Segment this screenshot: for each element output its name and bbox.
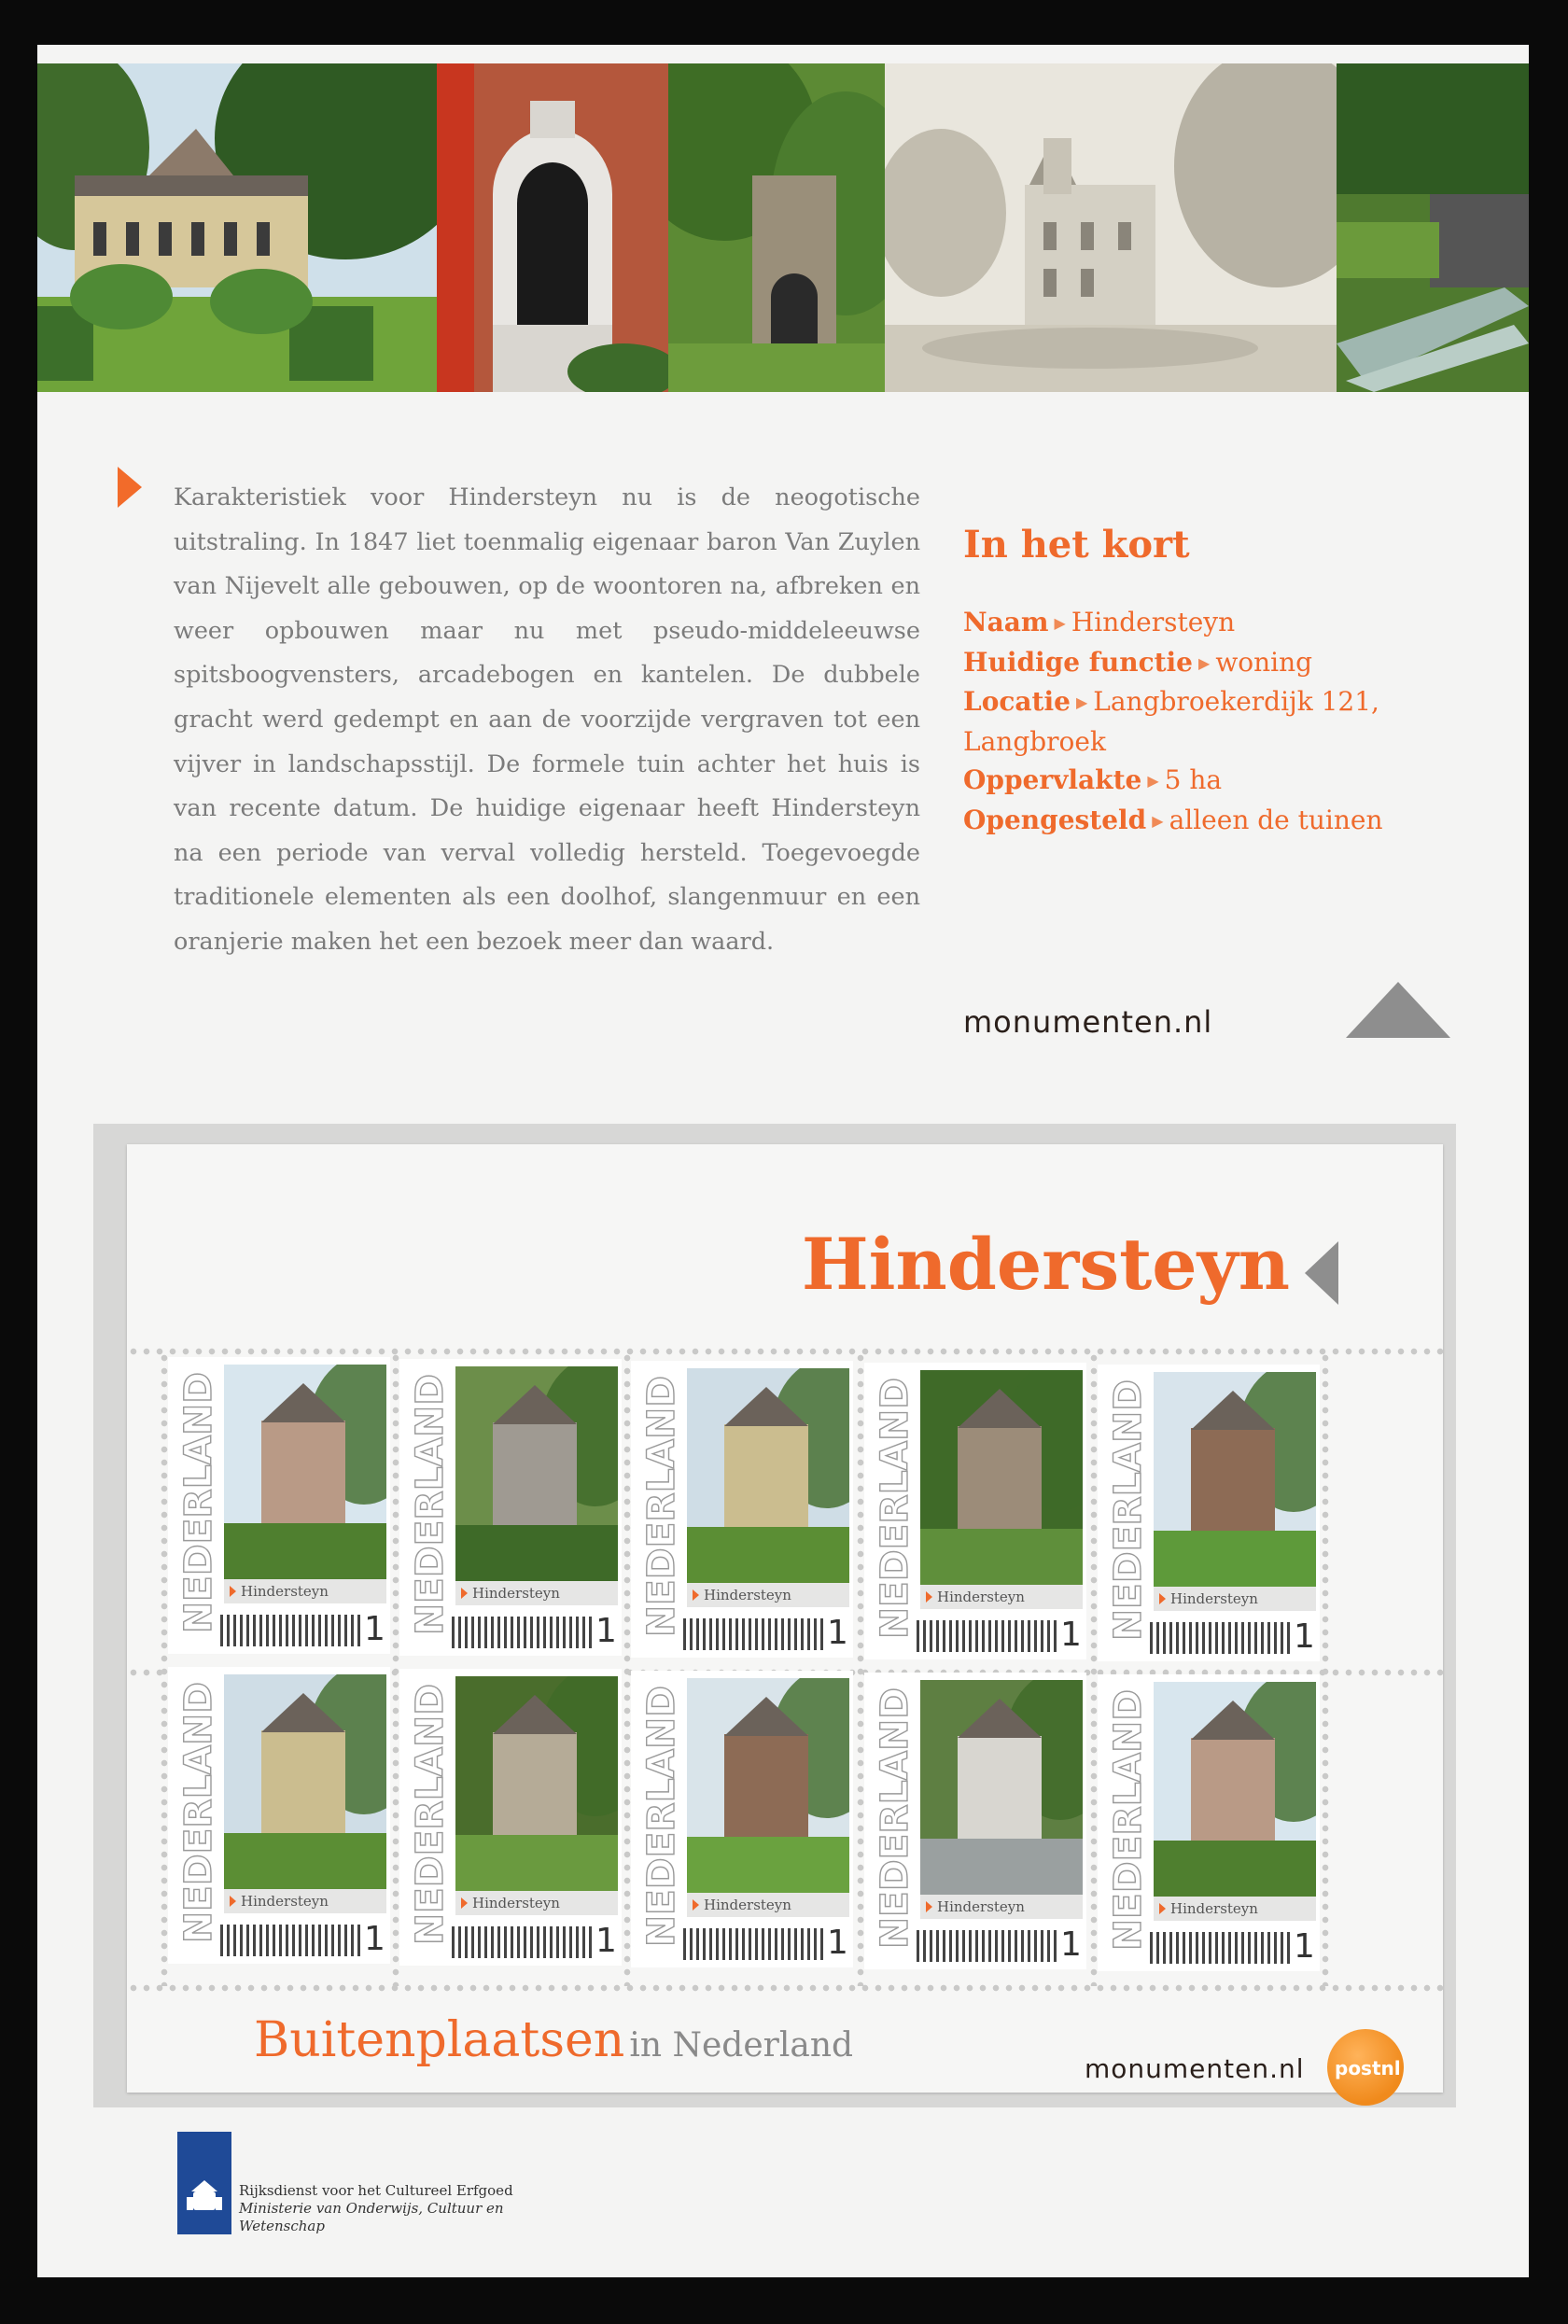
- stamp-photo: [224, 1674, 386, 1889]
- perforation-column: [392, 1351, 399, 1986]
- stamp-photo: [687, 1368, 849, 1583]
- postnl-logo: postnl: [1327, 2029, 1404, 2106]
- chevron-right-icon: ▶: [1147, 772, 1159, 790]
- caption-marker-icon: [461, 1897, 468, 1909]
- stamp-value: 1: [1060, 1616, 1082, 1654]
- stamp-caption: Hindersteyn: [224, 1889, 386, 1913]
- stamp-photo: [1154, 1682, 1316, 1897]
- fact-row-naam: Naam ▶ Hindersteyn: [963, 607, 1236, 637]
- stamp: [631, 1361, 853, 1658]
- stamp-caption: Hindersteyn: [224, 1579, 386, 1603]
- svg-text:NEDERLAND: NEDERLAND: [874, 1381, 917, 1639]
- stamp-country-label: [1105, 1682, 1150, 1956]
- stamp-value: 1: [1294, 1617, 1315, 1656]
- album-ring-hole: [1555, 1419, 1568, 1452]
- stamp-barcode: [683, 1928, 823, 1960]
- svg-text:NEDERLAND: NEDERLAND: [874, 1691, 917, 1949]
- stamp-photo: [687, 1678, 849, 1893]
- stamp-caption: Hindersteyn: [687, 1583, 849, 1607]
- svg-text:NEDERLAND: NEDERLAND: [640, 1379, 683, 1637]
- stamp-value: 1: [827, 1924, 848, 1962]
- chevron-right-icon: ▶: [1075, 693, 1088, 711]
- stamp-caption: Hindersteyn: [455, 1891, 618, 1915]
- stamp-caption: Hindersteyn: [920, 1895, 1083, 1919]
- stamp-value: 1: [1294, 1927, 1315, 1966]
- rce-text: Rijksdienst voor het Cultureel Erfgoed Ministerie van Onderwijs, Cultuur en Wetenschap: [239, 2182, 513, 2234]
- svg-text:NEDERLAND: NEDERLAND: [177, 1686, 220, 1943]
- description-text: Karakteristiek voor Hindersteyn nu is de neogotische uitstraling. In 1847 liet toenmalig eigenaar baron Van Zuylen van Nijevelt alle gebouwen, op de woontoren na, afbreken en weer opbouwen maar nu met pseudo-middeleeuwse spitsboogvensters, arcadebogen en kantelen. De dubbele gracht werd gedempt en aan de voorzijde vergraven tot een vijver in landschapsstijl. De formele tuin achter het huis is van recente datum. De huidige eigenaar heeft Hindersteyn na een periode van verval volledig hersteld. Toegevoegde traditionele elementen als een doolhof, slangenmuur en een oranjerie maken het een bezoek meer dan waard.: [174, 483, 920, 956]
- album-ring-hole: [1555, 786, 1568, 819]
- album-ring-hole: [1555, 2044, 1568, 2078]
- caption-marker-icon: [693, 1899, 699, 1911]
- fact-row-functie: Huidige functie ▶ woning: [963, 646, 1313, 678]
- bullet-arrow-icon: [118, 467, 142, 508]
- stamp-country-label: [407, 1676, 452, 1951]
- photo-castle-garden: [37, 63, 437, 392]
- stamp-country-label: [175, 1674, 220, 1949]
- photo-tower-trees: [668, 63, 885, 392]
- stamp-value: 1: [595, 1612, 617, 1650]
- svg-text:NEDERLAND: NEDERLAND: [640, 1689, 683, 1947]
- website-link[interactable]: monumenten.nl: [963, 1004, 1213, 1040]
- stamp-barcode: [917, 1930, 1057, 1962]
- stamp-photo: [920, 1370, 1083, 1585]
- stamp-sheet: [127, 1144, 1443, 2093]
- caption-marker-icon: [1159, 1903, 1166, 1914]
- svg-text:NEDERLAND: NEDERLAND: [1107, 1693, 1150, 1951]
- perforation-column: [623, 1351, 631, 1986]
- perforation-row: [127, 1984, 1443, 1992]
- svg-text:NEDERLAND: NEDERLAND: [409, 1687, 452, 1945]
- stamp-barcode: [220, 1925, 360, 1956]
- caption-marker-icon: [926, 1901, 932, 1912]
- stamp-barcode: [452, 1617, 592, 1648]
- in-het-kort-title: In het kort: [963, 523, 1190, 567]
- stamp-photo: [455, 1676, 618, 1891]
- stamp-value: 1: [595, 1922, 617, 1960]
- stamp-barcode: [220, 1615, 360, 1646]
- fact-row-oppervlakte: Oppervlakte ▶ 5 ha: [963, 764, 1223, 795]
- fact-row-locatie: Locatie ▶ Langbroekerdijk 121, Langbroek: [963, 686, 1379, 757]
- stamp-barcode: [683, 1618, 823, 1650]
- stamp: [864, 1363, 1086, 1659]
- stamp-value: 1: [364, 1610, 385, 1648]
- stamp-barcode: [452, 1926, 592, 1958]
- stamp-caption: Hindersteyn: [687, 1893, 849, 1917]
- stamp-country-label: [175, 1365, 220, 1639]
- perforation-column: [161, 1351, 168, 1986]
- triangle-left-icon: [1305, 1241, 1338, 1305]
- stamp-barcode: [1150, 1932, 1290, 1964]
- stamp-country-label: [638, 1678, 683, 1953]
- svg-text:NEDERLAND: NEDERLAND: [409, 1378, 452, 1635]
- stamp: [864, 1673, 1086, 1969]
- stamp-caption: Hindersteyn: [1154, 1897, 1316, 1921]
- stamp-photo: [224, 1365, 386, 1579]
- stamp-caption: Hindersteyn: [455, 1581, 618, 1605]
- photo-gate-arch: [437, 63, 668, 392]
- stamp-value: 1: [827, 1614, 848, 1652]
- stamp: [399, 1669, 622, 1966]
- stamp-barcode: [917, 1620, 1057, 1652]
- stamp-country-label: [638, 1368, 683, 1643]
- svg-text:NEDERLAND: NEDERLAND: [1107, 1383, 1150, 1641]
- stamp-barcode: [1150, 1622, 1290, 1654]
- perforation-column: [857, 1351, 864, 1986]
- perforation-column: [1322, 1351, 1329, 1986]
- rce-emblem-logo: [177, 2132, 231, 2234]
- stamp-caption: Hindersteyn: [920, 1585, 1083, 1609]
- caption-marker-icon: [230, 1586, 236, 1597]
- stamp-photo: [1154, 1372, 1316, 1587]
- chevron-right-icon: ▶: [1054, 614, 1066, 632]
- caption-marker-icon: [1159, 1593, 1166, 1604]
- perforation-column: [1090, 1351, 1098, 1986]
- stamp: [399, 1359, 622, 1656]
- stamp-photo: [920, 1680, 1083, 1895]
- stamp-caption: Hindersteyn: [1154, 1587, 1316, 1611]
- chevron-right-icon: ▶: [1152, 811, 1164, 830]
- stamp-country-label: [1105, 1372, 1150, 1646]
- stamp: [1098, 1674, 1320, 1971]
- header-photo-strip: [37, 63, 1529, 392]
- svg-text:NEDERLAND: NEDERLAND: [177, 1376, 220, 1633]
- stamp: [1098, 1365, 1320, 1661]
- stamp-value: 1: [1060, 1925, 1082, 1964]
- perforation-row: [127, 1348, 1443, 1355]
- facts-list: [963, 603, 1529, 840]
- stamp-country-label: [872, 1370, 917, 1645]
- fact-row-opengesteld: Opengesteld ▶ alleen de tuinen: [963, 804, 1383, 835]
- stamp-value: 1: [364, 1920, 385, 1958]
- stamp-photo: [455, 1366, 618, 1581]
- caption-marker-icon: [926, 1591, 932, 1603]
- stamp: [168, 1357, 390, 1654]
- caption-marker-icon: [461, 1588, 468, 1599]
- photo-etching-castle: [885, 63, 1337, 392]
- stamp-country-label: [407, 1366, 452, 1641]
- chevron-right-icon: ▶: [1198, 653, 1211, 672]
- caption-marker-icon: [693, 1589, 699, 1601]
- album-page: [37, 45, 1529, 2277]
- series-title: Buitenplaatsen in Nederland: [254, 2012, 854, 2068]
- triangle-up-icon: [1346, 982, 1450, 1038]
- sheet-website: monumenten.nl: [1085, 2053, 1305, 2084]
- sheet-title: Hindersteyn: [801, 1223, 1290, 1306]
- caption-marker-icon: [230, 1896, 236, 1907]
- stamp: [631, 1671, 853, 1967]
- stamp: [168, 1667, 390, 1964]
- stamp-country-label: [872, 1680, 917, 1954]
- photo-greenhouse: [1337, 63, 1529, 392]
